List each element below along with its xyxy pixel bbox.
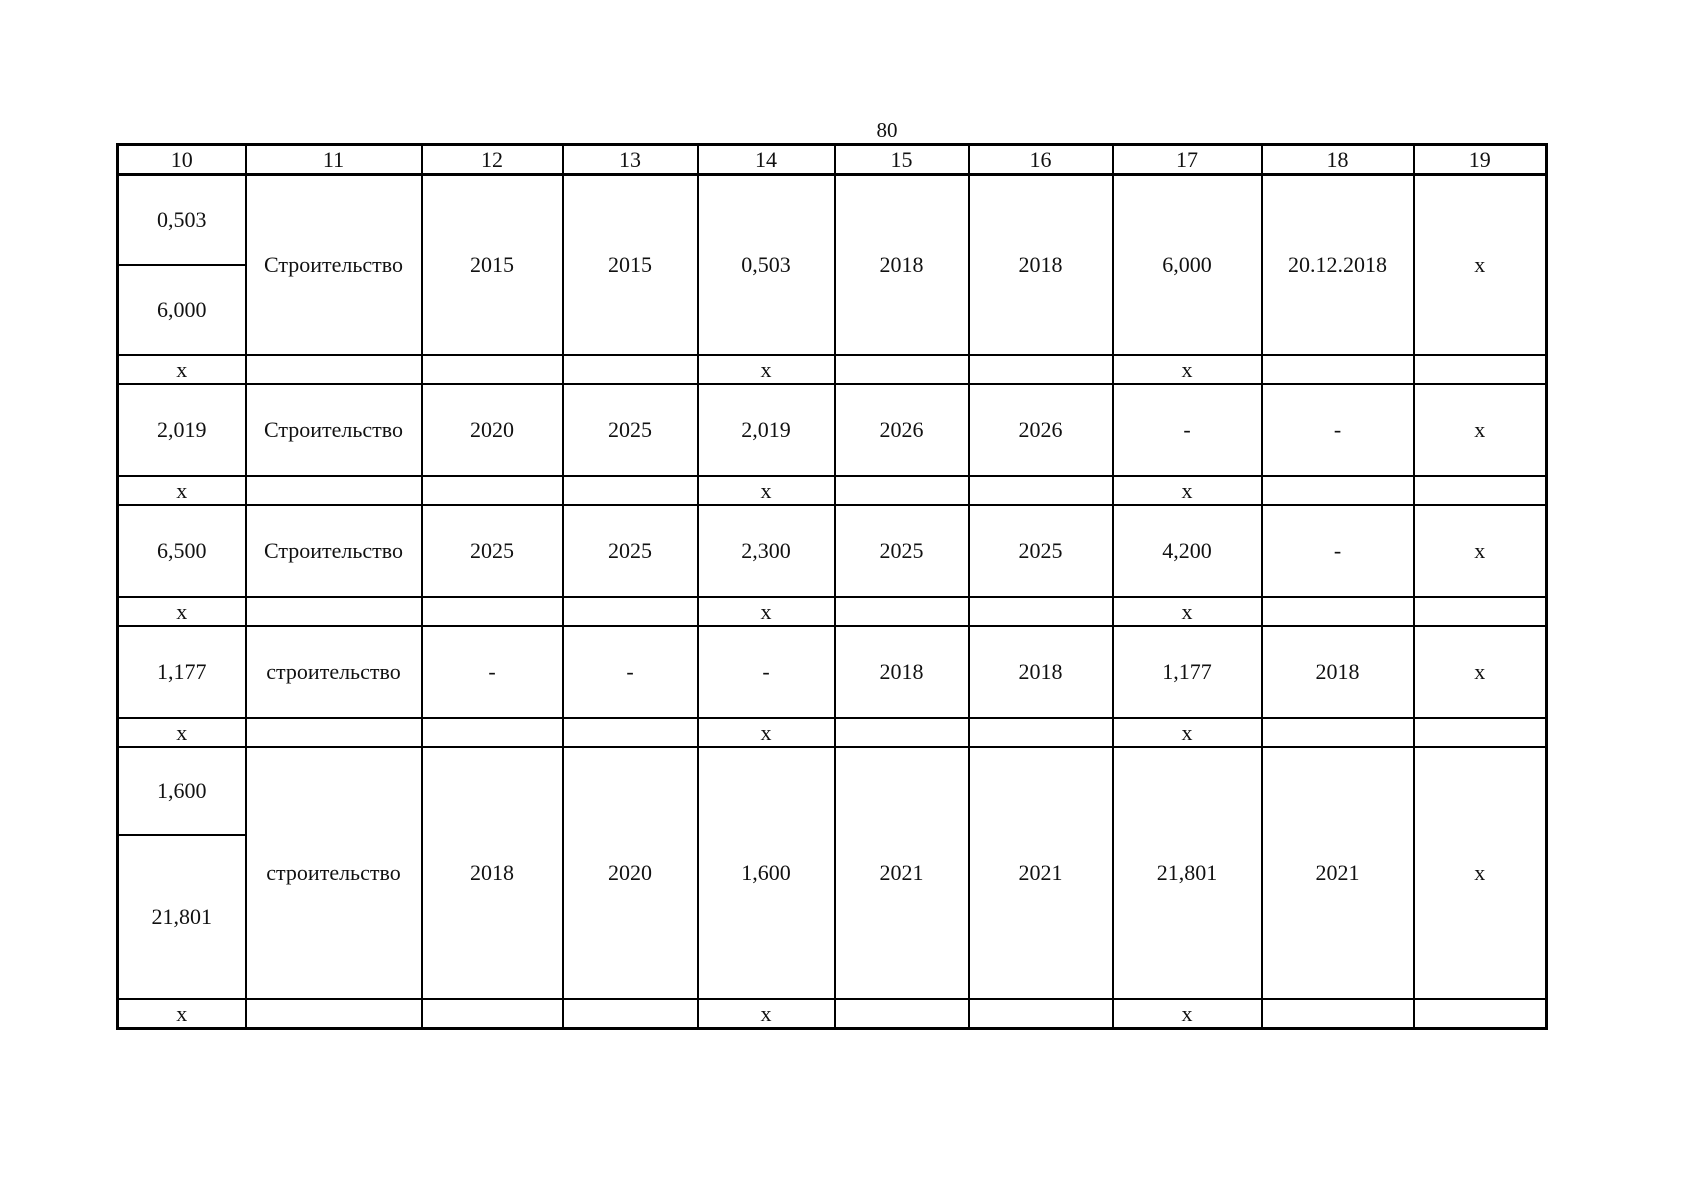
table-cell — [563, 999, 698, 1029]
table-cell: 6,500 — [118, 505, 246, 597]
table-cell: 1,177 — [118, 626, 246, 718]
table-cell — [969, 355, 1113, 384]
table-cell — [563, 355, 698, 384]
table-cell — [835, 999, 969, 1029]
table-cell: строительство — [246, 747, 422, 999]
table-cell: 2021 — [1262, 747, 1414, 999]
table-cell: Строительство — [246, 505, 422, 597]
table-cell: - — [563, 626, 698, 718]
table-cell: 2015 — [422, 175, 563, 356]
table-cell: 21,801 — [118, 835, 246, 999]
table-cell: х — [1414, 747, 1547, 999]
table-cell: 2018 — [969, 175, 1113, 356]
column-header: 16 — [969, 145, 1113, 175]
summary-row — [118, 999, 1547, 1029]
table-cell — [246, 999, 422, 1029]
table-cell: х — [698, 476, 835, 505]
table-cell: 20.12.2018 — [1262, 175, 1414, 356]
table-cell — [1414, 476, 1547, 505]
table-cell: 2025 — [422, 505, 563, 597]
table-cell — [969, 718, 1113, 747]
table-cell: 2018 — [969, 626, 1113, 718]
table-cell — [1414, 718, 1547, 747]
table-cell: 2,300 — [698, 505, 835, 597]
table-cell — [246, 476, 422, 505]
table-cell: - — [1262, 505, 1414, 597]
table-cell — [246, 355, 422, 384]
table-cell — [969, 597, 1113, 626]
table-cell: х — [118, 355, 246, 384]
table-cell: 0,503 — [118, 175, 246, 266]
table-cell: 1,600 — [118, 747, 246, 835]
table-cell: 2026 — [969, 384, 1113, 476]
table-cell: 2018 — [422, 747, 563, 999]
table-cell: х — [1113, 718, 1262, 747]
table-cell — [563, 476, 698, 505]
table-cell: - — [1262, 384, 1414, 476]
summary-row — [118, 355, 1547, 384]
table-cell: х — [698, 999, 835, 1029]
table-cell: х — [1414, 175, 1547, 356]
table-cell: 2025 — [835, 505, 969, 597]
table-cell — [246, 718, 422, 747]
table-cell: 4,200 — [1113, 505, 1262, 597]
table-cell — [422, 597, 563, 626]
table-cell: Строительство — [246, 384, 422, 476]
table-cell: 2020 — [422, 384, 563, 476]
table-cell — [835, 718, 969, 747]
data-table — [116, 143, 1548, 1030]
table-cell: Строительство — [246, 175, 422, 356]
table-cell — [1262, 355, 1414, 384]
table-cell — [835, 355, 969, 384]
table-cell: - — [1113, 384, 1262, 476]
table-cell: 2018 — [1262, 626, 1414, 718]
table-cell: х — [118, 476, 246, 505]
table-cell: 2018 — [835, 626, 969, 718]
table-cell: х — [1414, 505, 1547, 597]
table-cell: х — [1414, 384, 1547, 476]
table-cell — [246, 597, 422, 626]
column-header: 15 — [835, 145, 969, 175]
table-cell — [563, 718, 698, 747]
table-cell — [1262, 999, 1414, 1029]
column-header: 12 — [422, 145, 563, 175]
table-cell: - — [422, 626, 563, 718]
column-header: 11 — [246, 145, 422, 175]
table-row — [118, 626, 1547, 718]
table-cell: х — [118, 718, 246, 747]
table-cell: х — [118, 999, 246, 1029]
table-cell: 2021 — [969, 747, 1113, 999]
table-cell: 6,000 — [1113, 175, 1262, 356]
page-number: 80 — [876, 118, 898, 142]
table-row — [118, 175, 1547, 266]
table-cell — [422, 476, 563, 505]
table-cell: 2025 — [969, 505, 1113, 597]
table-cell: х — [1414, 626, 1547, 718]
table-cell: х — [118, 597, 246, 626]
table-cell — [969, 999, 1113, 1029]
table-cell: 2021 — [835, 747, 969, 999]
summary-row — [118, 718, 1547, 747]
table-cell: х — [1113, 355, 1262, 384]
table-cell: 2025 — [563, 384, 698, 476]
table-cell — [1262, 597, 1414, 626]
table-cell: 2025 — [563, 505, 698, 597]
table-cell — [969, 476, 1113, 505]
table-cell: х — [698, 597, 835, 626]
table-cell — [1262, 476, 1414, 505]
table-cell: 2018 — [835, 175, 969, 356]
table-cell — [1414, 999, 1547, 1029]
table-cell: 2026 — [835, 384, 969, 476]
table-cell — [835, 597, 969, 626]
table-cell — [1262, 718, 1414, 747]
table-cell: 0,503 — [698, 175, 835, 356]
column-header: 14 — [698, 145, 835, 175]
table-cell: 6,000 — [118, 265, 246, 355]
column-header: 18 — [1262, 145, 1414, 175]
header-row — [118, 145, 1547, 175]
table-cell — [422, 718, 563, 747]
table-cell — [1414, 597, 1547, 626]
summary-row — [118, 476, 1547, 505]
table-cell: х — [1113, 999, 1262, 1029]
table-cell: 2020 — [563, 747, 698, 999]
table-cell: х — [698, 718, 835, 747]
table-cell: строительство — [246, 626, 422, 718]
table-cell — [422, 999, 563, 1029]
table-cell: - — [698, 626, 835, 718]
table-cell — [422, 355, 563, 384]
table-cell: 2,019 — [118, 384, 246, 476]
summary-row — [118, 597, 1547, 626]
table-cell: х — [1113, 597, 1262, 626]
table-cell: 1,177 — [1113, 626, 1262, 718]
table-cell: 2,019 — [698, 384, 835, 476]
column-header: 19 — [1414, 145, 1547, 175]
table-cell: 21,801 — [1113, 747, 1262, 999]
column-header: 17 — [1113, 145, 1262, 175]
table-cell: 2015 — [563, 175, 698, 356]
table-cell — [835, 476, 969, 505]
table-row — [118, 505, 1547, 597]
table-cell: 1,600 — [698, 747, 835, 999]
table-row — [118, 747, 1547, 835]
column-header: 13 — [563, 145, 698, 175]
table-cell — [1414, 355, 1547, 384]
table-cell: х — [1113, 476, 1262, 505]
table-cell: х — [698, 355, 835, 384]
table-row — [118, 384, 1547, 476]
table-cell — [563, 597, 698, 626]
column-header: 10 — [118, 145, 246, 175]
